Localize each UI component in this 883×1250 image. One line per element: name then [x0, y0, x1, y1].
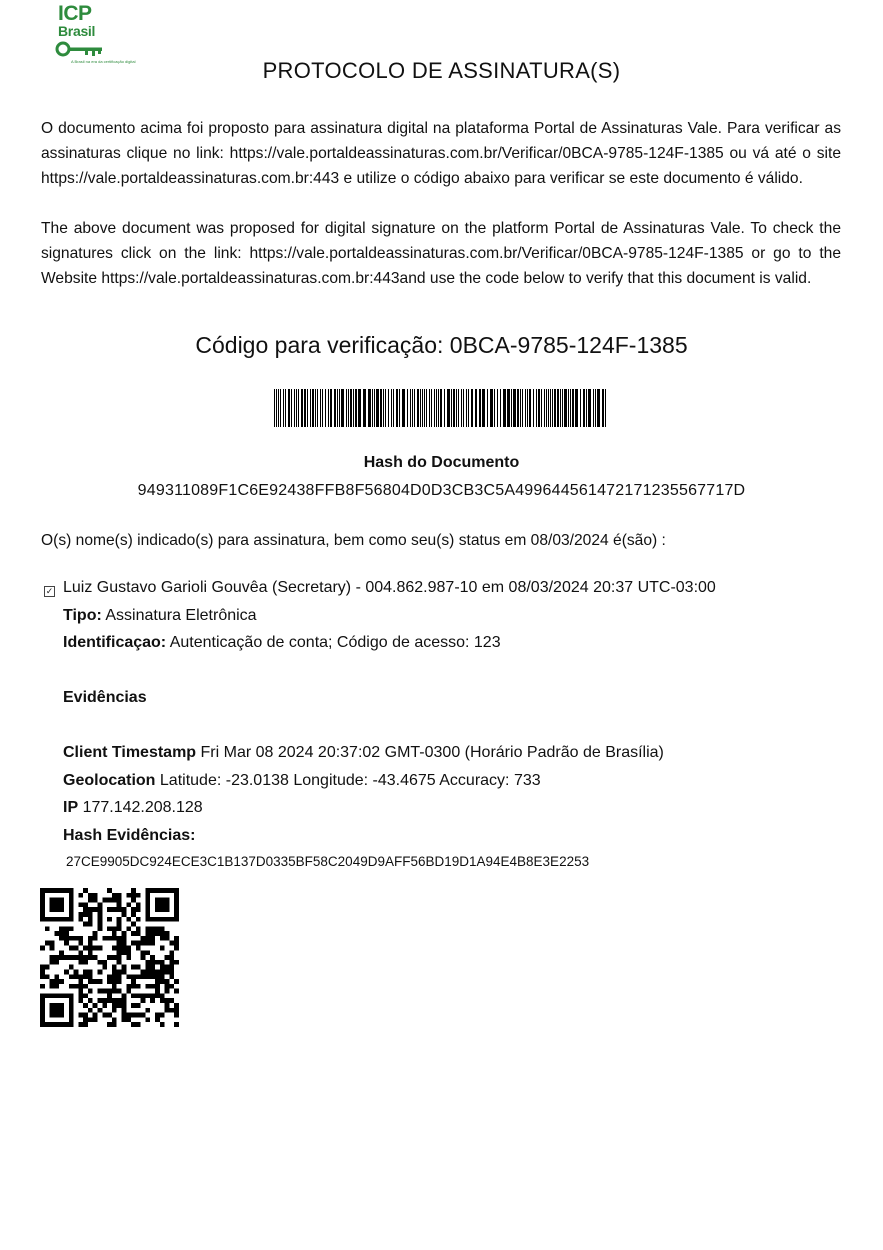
key-icon: [55, 40, 107, 60]
timestamp-label: Client Timestamp: [63, 744, 197, 761]
signer-line: Luiz Gustavo Garioli Gouvêa (Secretary) - 004.862.987-10 em 08/03/2024 20:37 UTC-03:00: [63, 579, 716, 596]
type-value: Assinatura Eletrônica: [105, 607, 257, 624]
signed-check-icon: ✓: [45, 586, 54, 596]
qr-code[interactable]: [40, 888, 179, 1027]
signature-type: [63, 607, 257, 625]
evidences-heading: Evidências: [63, 689, 147, 706]
geolocation: [63, 772, 541, 790]
document-hash-value: 949311089F1C6E92438FFB8F56804D0D3CB3C5A499644561472171235567717D: [137, 482, 746, 499]
logo-tagline: A Brasil na era da certificação digital: [71, 59, 136, 64]
identification-value: Autenticação de conta; Código de acesso: 123: [169, 634, 501, 651]
logo-text-icp: ICP: [58, 2, 92, 25]
client-timestamp: [63, 744, 664, 762]
evidence-hash-value: 27CE9905DC924ECE3C1B137D0335BF58C2049D9AFF56BD19D1A94E4B8E3E2253: [66, 854, 590, 869]
ip-label: IP: [63, 799, 79, 816]
document-hash-label: Hash do Documento: [363, 454, 520, 471]
evidence-hash-label: Hash Evidências:: [63, 827, 196, 844]
page-title: PROTOCOLO DE ASSINATURA(S): [262, 58, 621, 83]
geolocation-label: Geolocation: [63, 772, 156, 789]
intro-paragraph-en: The above document was proposed for digital signature on the platform Portal de Assinaturas Vale. To check the signatures click on the link: https://vale.portaldeassinaturas.com.br/Verificar/0BCA-9785-124F-1385 or go to the Website https://vale.portaldeassinaturas.com.br:443and use the code below to verify that this document is valid.: [41, 220, 841, 287]
identification: [63, 634, 501, 652]
ip-address: [63, 799, 203, 817]
geolocation-value: Latitude: -23.0138 Longitude: -43.4675 Accuracy: 733: [159, 772, 541, 789]
timestamp-value: Fri Mar 08 2024 20:37:02 GMT-0300 (Horário Padrão de Brasília): [200, 744, 664, 761]
logo-text-brasil: Brasil: [58, 23, 96, 39]
intro-paragraph-pt: O documento acima foi proposto para assinatura digital na plataforma Portal de Assinaturas Vale. Para verificar as assinaturas clique no link: https://vale.portaldeassinaturas.com.br/Verificar/0BCA-9785-124F-1385 ou vá até o site https://vale.portaldeassinaturas.com.br:443 e utilize o código abaixo para verificar se este documento é válido.: [41, 120, 841, 187]
signers-status-intro: O(s) nome(s) indicado(s) para assinatura, bem como seu(s) status em 08/03/2024 é(são) :: [41, 532, 666, 549]
verification-code: Código para verificação: 0BCA-9785-124F-1385: [195, 332, 688, 358]
ip-value: 177.142.208.128: [82, 799, 203, 816]
type-label: Tipo:: [63, 607, 102, 624]
identification-label: Identificaçao:: [63, 634, 167, 651]
barcode: [274, 389, 607, 427]
